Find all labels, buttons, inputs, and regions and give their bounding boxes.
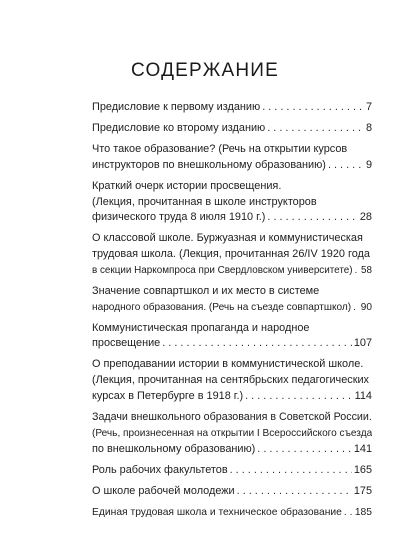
- dot-leader: [353, 300, 359, 316]
- toc-entry-text: Предисловие к первому изданию: [92, 101, 261, 113]
- dot-leader: [267, 210, 357, 226]
- toc-entry: [92, 321, 372, 353]
- toc-entry-last-line: [92, 442, 372, 458]
- toc-entry-text: по внешкольному образованию): [92, 442, 256, 455]
- toc-entry: [92, 121, 372, 137]
- toc-entry-last-line: [92, 505, 372, 521]
- toc-entry: [92, 100, 372, 116]
- toc-entry-last-line: [92, 263, 372, 279]
- page-title: СОДЕРЖАНИЕ: [131, 60, 279, 81]
- toc-entry-text: Единая трудовая школа и техническое образование: [92, 506, 342, 518]
- toc-entry-line: (Лекция, прочитанная в школе инструкторов: [92, 195, 317, 208]
- dot-leader: [355, 263, 359, 279]
- toc-entry-text: в секции Наркомпроса при Свердловском университете): [92, 264, 353, 276]
- toc-entry-last-line: [92, 389, 372, 405]
- dot-leader: [162, 336, 352, 352]
- toc-entry-line: трудовая школа. (Лекция, прочитанная 26/IV 1920 года: [92, 248, 370, 261]
- dot-leader: [262, 100, 364, 116]
- dot-leader: [328, 158, 364, 174]
- page-number: 114: [354, 390, 372, 403]
- toc-entry-line: О классовой школе. Буржуазная и коммунистическая: [92, 232, 363, 245]
- toc-entry-line: Значение совпартшкол и их место в системе: [92, 284, 320, 297]
- toc-entry-text: физического труда 8 июля 1910 г.): [92, 211, 266, 224]
- toc-entry-text: О школе рабочей молодежи: [92, 484, 235, 497]
- toc-entry-line: (Речь, произнесенная на открытии I Всероссийского съезда: [92, 427, 372, 439]
- toc-entry-line: Коммунистическая пропаганда и народное: [92, 321, 310, 334]
- toc-entry: [92, 505, 372, 521]
- page-number: 175: [353, 484, 372, 497]
- page-number: 185: [354, 506, 372, 518]
- toc-entry-line: Задачи внешкольного образования в Советской России.: [92, 411, 372, 424]
- toc-entry-text: инструкторов по внешкольному образованию): [92, 158, 326, 171]
- dot-leader: [344, 505, 353, 521]
- page-number: 90: [360, 301, 372, 313]
- toc-entry-text: народного образования. (Речь на съезде совпартшкол): [92, 301, 352, 313]
- dot-leader: [237, 484, 352, 500]
- toc-entry-last-line: [92, 158, 372, 174]
- toc-entry-last-line: [92, 121, 372, 137]
- toc-entry-last-line: [92, 484, 372, 500]
- page-number: 165: [353, 463, 372, 476]
- page-number: 107: [353, 337, 372, 350]
- dot-leader: [267, 121, 364, 137]
- table-of-contents: [92, 100, 372, 526]
- page-number: 7: [365, 101, 372, 113]
- toc-entry: [92, 179, 372, 226]
- toc-entry-last-line: [92, 300, 372, 316]
- page-number: 141: [353, 442, 372, 455]
- toc-entry-last-line: [92, 210, 372, 226]
- toc-entry-text: Роль рабочих факультетов: [92, 463, 228, 476]
- toc-entry-line: Что такое образование? (Речь на открытии курсов: [92, 142, 348, 155]
- toc-entry-last-line: [92, 100, 372, 116]
- page-number: 58: [361, 264, 372, 276]
- dot-leader: [230, 463, 352, 479]
- toc-entry: [92, 484, 372, 500]
- toc-entry: [92, 142, 372, 174]
- toc-entry: [92, 410, 372, 457]
- toc-entry-text: просвещение: [92, 337, 161, 350]
- toc-entry-line: (Лекция, прочитанная на сентябрьских педагогических: [92, 374, 369, 387]
- toc-entry: [92, 231, 372, 278]
- toc-entry-last-line: [92, 463, 372, 479]
- toc-entry: [92, 463, 372, 479]
- toc-entry-text: Предисловие ко второму изданию: [92, 121, 266, 134]
- toc-entry-line: Краткий очерк истории просвещения.: [92, 179, 282, 192]
- dot-leader: [257, 442, 352, 458]
- page-number: 8: [365, 121, 372, 134]
- page-number: 28: [359, 211, 372, 224]
- page-number: 9: [365, 158, 372, 171]
- dot-leader: [245, 389, 353, 405]
- toc-entry-text: курсах в Петербурге в 1918 г.): [92, 390, 244, 403]
- toc-entry: [92, 284, 372, 316]
- toc-entry: [92, 357, 372, 404]
- toc-entry-line: О преподавании истории в коммунистической школе.: [92, 358, 364, 371]
- toc-entry-last-line: [92, 336, 372, 352]
